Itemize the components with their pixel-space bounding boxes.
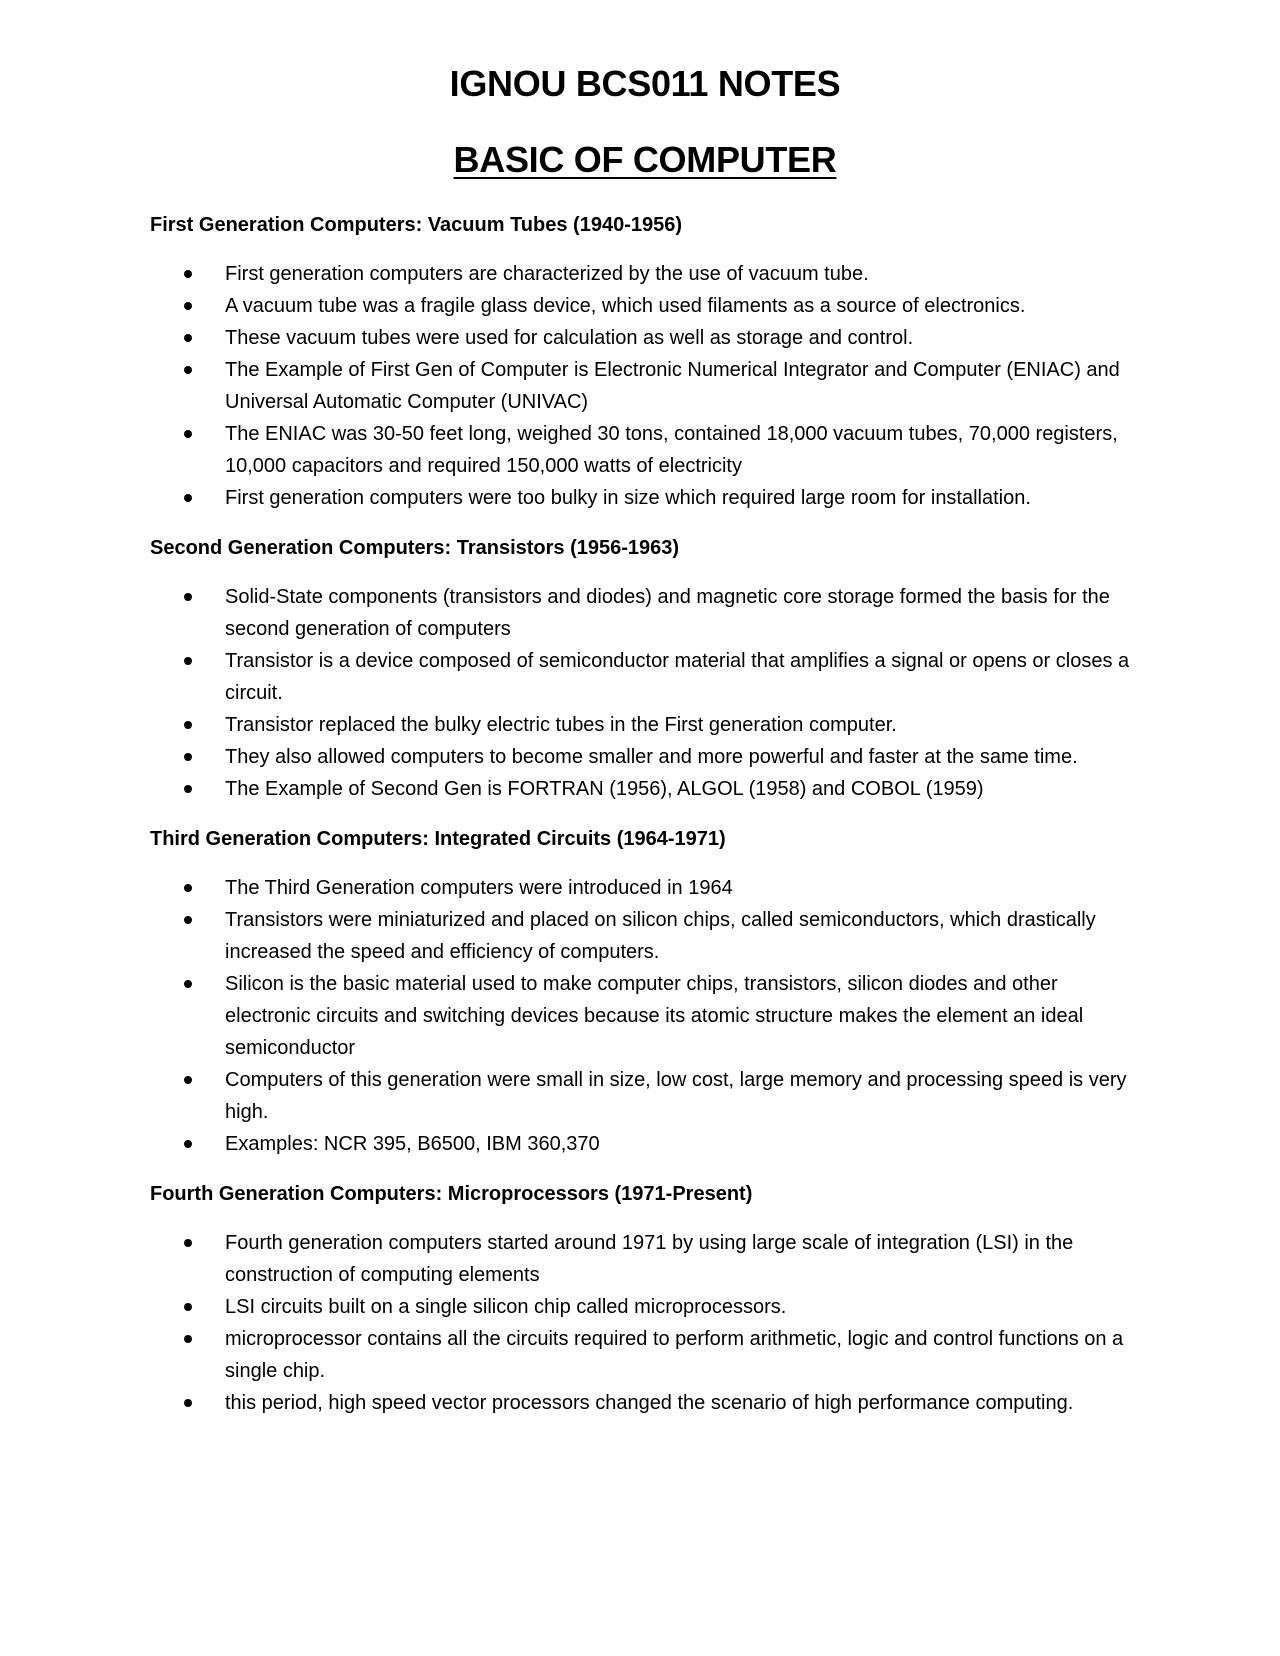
- sections-container: [150, 212, 1140, 1419]
- section-heading: Third Generation Computers: Integrated Circuits (1964-1971): [150, 828, 726, 850]
- list-item-text: Fourth generation computers started around 1971 by using large scale of integration (LSI) in the construction of computing elements: [225, 1232, 1074, 1286]
- section-3: [150, 826, 1140, 1160]
- list-item: [225, 482, 1140, 514]
- list-item-text: The ENIAC was 30-50 feet long, weighed 30 tons, contained 18,000 vacuum tubes, 70,000 registers, 10,000 capacitors and required 150,000 watts of electricity: [225, 423, 1118, 477]
- list-item: [225, 290, 1140, 322]
- bullet-icon: [184, 302, 192, 310]
- bullet-icon: [184, 1399, 192, 1407]
- section-heading: Fourth Generation Computers: Microprocessors (1971-Present): [150, 1183, 753, 1205]
- bullet-icon: [184, 916, 192, 924]
- bullet-icon: [184, 1076, 192, 1084]
- list-item-text: The Example of First Gen of Computer is Electronic Numerical Integrator and Computer (ENIAC) and Universal Automatic Computer (UNIVAC): [225, 359, 1120, 413]
- list-item-text: First generation computers are characterized by the use of vacuum tube.: [225, 263, 869, 285]
- list-item-text: These vacuum tubes were used for calculation as well as storage and control.: [225, 327, 914, 349]
- list-item-text: Transistors were miniaturized and placed on silicon chips, called semiconductors, which drastically increased the speed and efficiency of computers.: [225, 909, 1096, 963]
- list-item: [225, 1064, 1140, 1128]
- bullet-icon: [184, 721, 192, 729]
- list-item: [225, 581, 1140, 645]
- list-item-text: Computers of this generation were small in size, low cost, large memory and processing speed is very high.: [225, 1069, 1127, 1123]
- list-item-text: Solid-State components (transistors and diodes) and magnetic core storage formed the basis for the second generation of computers: [225, 586, 1110, 640]
- bullet-list: [150, 1227, 1140, 1419]
- section-heading: Second Generation Computers: Transistors (1956-1963): [150, 537, 680, 559]
- bullet-list: [150, 258, 1140, 514]
- list-item-text: this period, high speed vector processors changed the scenario of high performance computing.: [225, 1392, 1074, 1414]
- list-item: [225, 709, 1140, 741]
- list-item-text: Transistor is a device composed of semiconductor material that amplifies a signal or opens or closes a circuit.: [225, 650, 1130, 704]
- list-item-text: microprocessor contains all the circuits required to perform arithmetic, logic and control functions on a single chip.: [225, 1328, 1124, 1382]
- bullet-icon: [184, 1239, 192, 1247]
- list-item: [225, 1387, 1140, 1419]
- list-item: [225, 968, 1140, 1064]
- document-title: IGNOU BCS011 NOTES: [449, 63, 841, 104]
- list-item: [225, 645, 1140, 709]
- list-item: [225, 354, 1140, 418]
- section-2: [150, 535, 1140, 805]
- bullet-icon: [184, 366, 192, 374]
- list-item: [225, 258, 1140, 290]
- list-item: [225, 904, 1140, 968]
- list-item: [225, 773, 1140, 805]
- bullet-icon: [184, 270, 192, 278]
- list-item-text: LSI circuits built on a single silicon chip called microprocessors.: [225, 1296, 787, 1318]
- section-4: [150, 1181, 1140, 1419]
- bullet-icon: [184, 657, 192, 665]
- list-item-text: First generation computers were too bulky in size which required large room for installation.: [225, 487, 1031, 509]
- bullet-icon: [184, 430, 192, 438]
- bullet-icon: [184, 980, 192, 988]
- list-item-text: They also allowed computers to become smaller and more powerful and faster at the same time.: [225, 746, 1078, 768]
- section-heading: First Generation Computers: Vacuum Tubes (1940-1956): [150, 214, 683, 236]
- list-item-text: Silicon is the basic material used to make computer chips, transistors, silicon diodes and other electronic circuits and switching devices because its atomic structure makes the element an ideal semiconductor: [225, 973, 1084, 1059]
- bullet-list: [150, 872, 1140, 1160]
- bullet-list: [150, 581, 1140, 805]
- list-item: [225, 741, 1140, 773]
- list-item: [225, 872, 1140, 904]
- bullet-icon: [184, 1140, 192, 1148]
- list-item-text: Transistor replaced the bulky electric tubes in the First generation computer.: [225, 714, 897, 736]
- bullet-icon: [184, 593, 192, 601]
- section-1: [150, 212, 1140, 514]
- list-item: [225, 1227, 1140, 1291]
- list-item: [225, 322, 1140, 354]
- bullet-icon: [184, 334, 192, 342]
- bullet-icon: [184, 753, 192, 761]
- bullet-icon: [184, 494, 192, 502]
- list-item-text: The Third Generation computers were introduced in 1964: [225, 877, 733, 899]
- document-subtitle-text: BASIC OF COMPUTER: [453, 139, 837, 180]
- list-item-text: The Example of Second Gen is FORTRAN (1956), ALGOL (1958) and COBOL (1959): [225, 778, 984, 800]
- list-item-text: A vacuum tube was a fragile glass device, which used filaments as a source of electronics.: [225, 295, 1026, 317]
- list-item: [225, 418, 1140, 482]
- bullet-icon: [184, 1335, 192, 1343]
- list-item: [225, 1128, 1140, 1160]
- document-subtitle: [150, 138, 1140, 182]
- list-item-text: Examples: NCR 395, B6500, IBM 360,370: [225, 1133, 600, 1155]
- bullet-icon: [184, 785, 192, 793]
- list-item: [225, 1323, 1140, 1387]
- list-item: [225, 1291, 1140, 1323]
- bullet-icon: [184, 1303, 192, 1311]
- bullet-icon: [184, 884, 192, 892]
